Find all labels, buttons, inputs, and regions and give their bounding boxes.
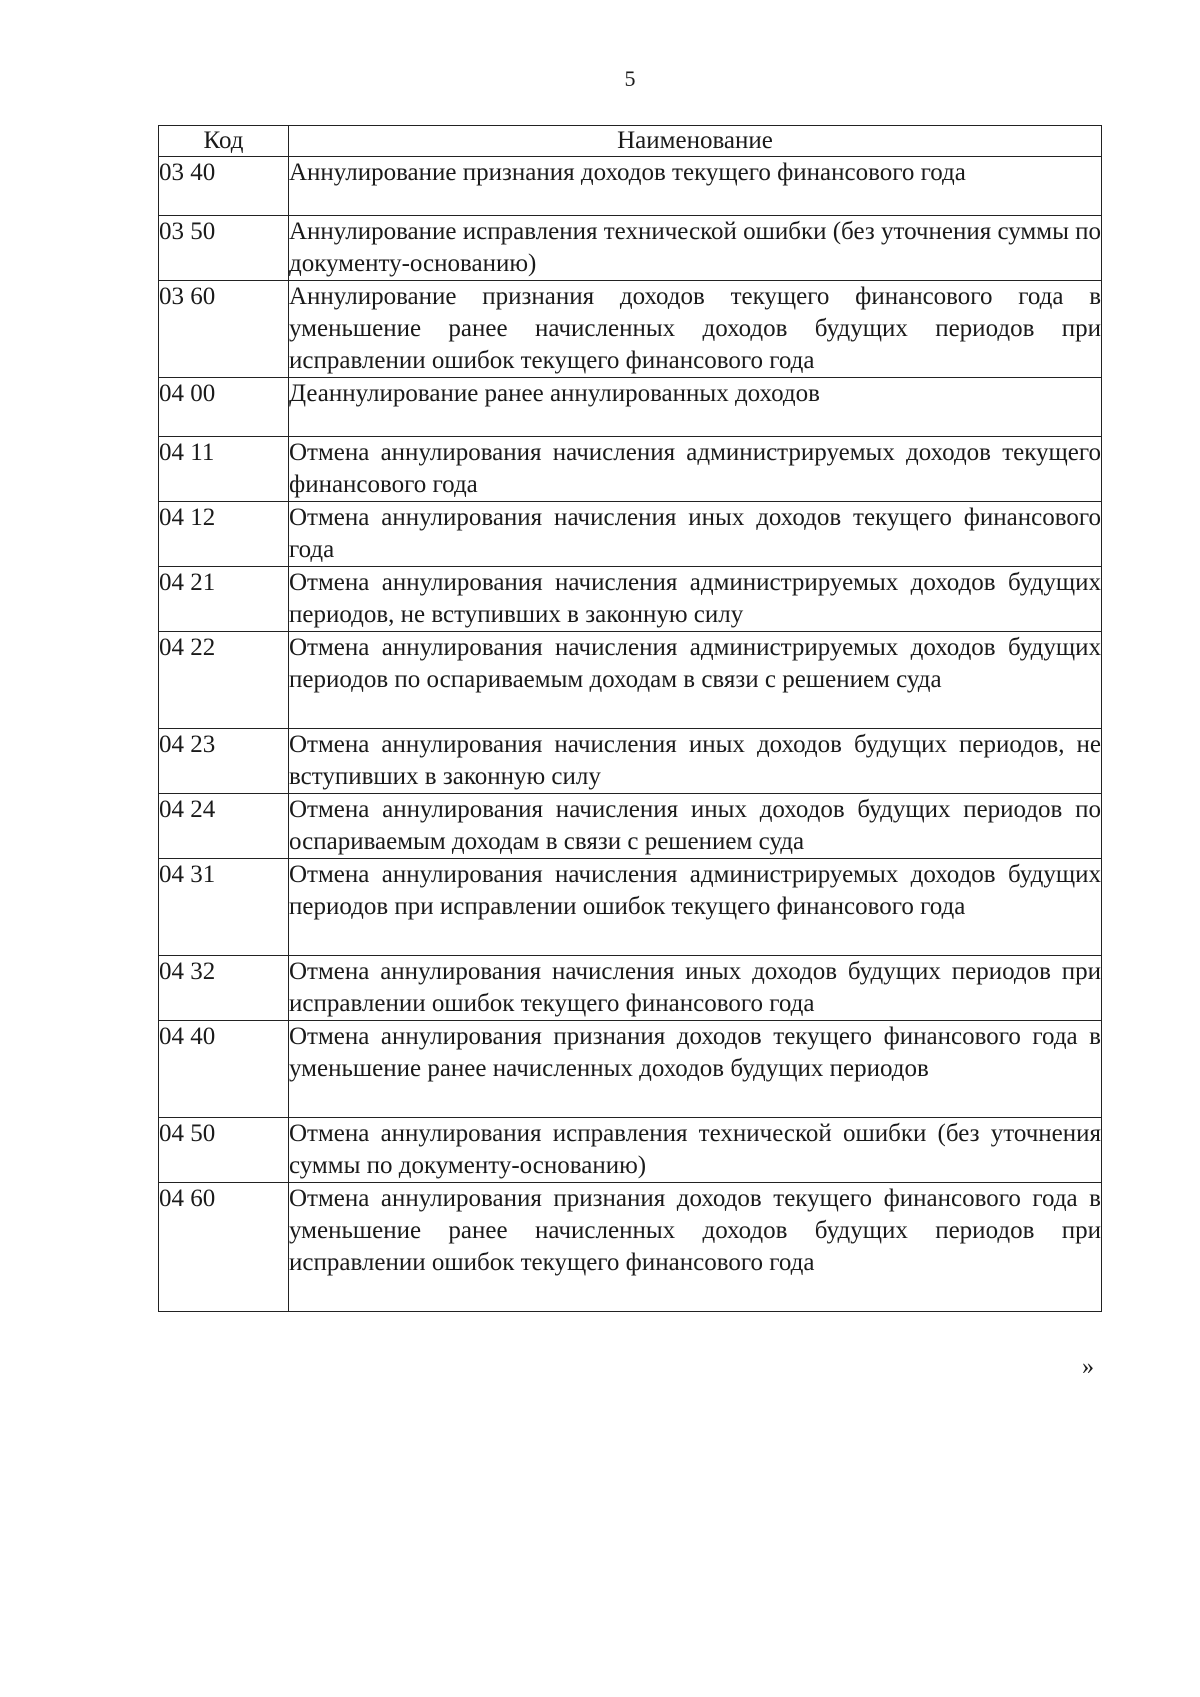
row-code: 04 60 [159,1183,289,1312]
row-name: Отмена аннулирования исправления технической ошибки (без уточнения суммы по документу-основанию) [289,1118,1102,1183]
row-code: 04 00 [159,378,289,437]
table-row [159,956,1102,1021]
table-row [159,502,1102,567]
row-code: 04 11 [159,437,289,502]
table-row [159,632,1102,729]
row-name: Отмена аннулирования начисления иных доходов текущего финансового года [289,502,1102,567]
table-row [159,216,1102,281]
row-name: Аннулирование признания доходов текущего финансового года в уменьшение ранее начисленных доходов будущих периодов при исправлении ошибок текущего финансового года [289,281,1102,378]
table-row [159,378,1102,437]
row-code: 04 22 [159,632,289,729]
row-name: Отмена аннулирования признания доходов текущего финансового года в уменьшение ранее начисленных доходов будущих периодов [289,1021,1102,1118]
row-code: 03 40 [159,157,289,216]
row-name: Деаннулирование ранее аннулированных доходов [289,378,1102,437]
row-name: Отмена аннулирования начисления иных доходов будущих периодов по оспариваемым доходам в связи с решением суда [289,794,1102,859]
row-name: Отмена аннулирования начисления администрируемых доходов будущих периодов при исправлении ошибок текущего финансового года [289,859,1102,956]
table-row [159,1118,1102,1183]
name-column-header: Наименование [289,126,1102,157]
row-code: 04 21 [159,567,289,632]
row-code: 04 40 [159,1021,289,1118]
code-column-header: Код [159,126,289,157]
row-name: Отмена аннулирования начисления администрируемых доходов текущего финансового года [289,437,1102,502]
table-row [159,1021,1102,1118]
closing-quote-mark: » [1082,1354,1094,1380]
row-code: 04 32 [159,956,289,1021]
table-row [159,437,1102,502]
row-code: 04 24 [159,794,289,859]
row-name: Аннулирование исправления технической ошибки (без уточнения суммы по документу-основанию) [289,216,1102,281]
table-row [159,567,1102,632]
row-name: Аннулирование признания доходов текущего финансового года [289,157,1102,216]
row-code: 04 23 [159,729,289,794]
row-name: Отмена аннулирования начисления иных доходов будущих периодов при исправлении ошибок текущего финансового года [289,956,1102,1021]
table-row [159,1183,1102,1312]
row-name: Отмена аннулирования начисления администрируемых доходов будущих периодов, не вступивших в законную силу [289,567,1102,632]
table-row [159,729,1102,794]
table-row [159,859,1102,956]
row-code: 04 12 [159,502,289,567]
row-name: Отмена аннулирования начисления администрируемых доходов будущих периодов по оспариваемым доходам в связи с решением суда [289,632,1102,729]
row-code: 03 60 [159,281,289,378]
table-header-row [159,126,1102,157]
row-name: Отмена аннулирования признания доходов текущего финансового года в уменьшение ранее начисленных доходов будущих периодов при исправлении ошибок текущего финансового года [289,1183,1102,1312]
row-code: 04 50 [159,1118,289,1183]
page-number: 5 [624,66,636,91]
row-name: Отмена аннулирования начисления иных доходов будущих периодов, не вступивших в законную силу [289,729,1102,794]
table-row [159,794,1102,859]
row-code: 03 50 [159,216,289,281]
codes-table [158,125,1102,1312]
table-row [159,157,1102,216]
row-code: 04 31 [159,859,289,956]
table-row [159,281,1102,378]
